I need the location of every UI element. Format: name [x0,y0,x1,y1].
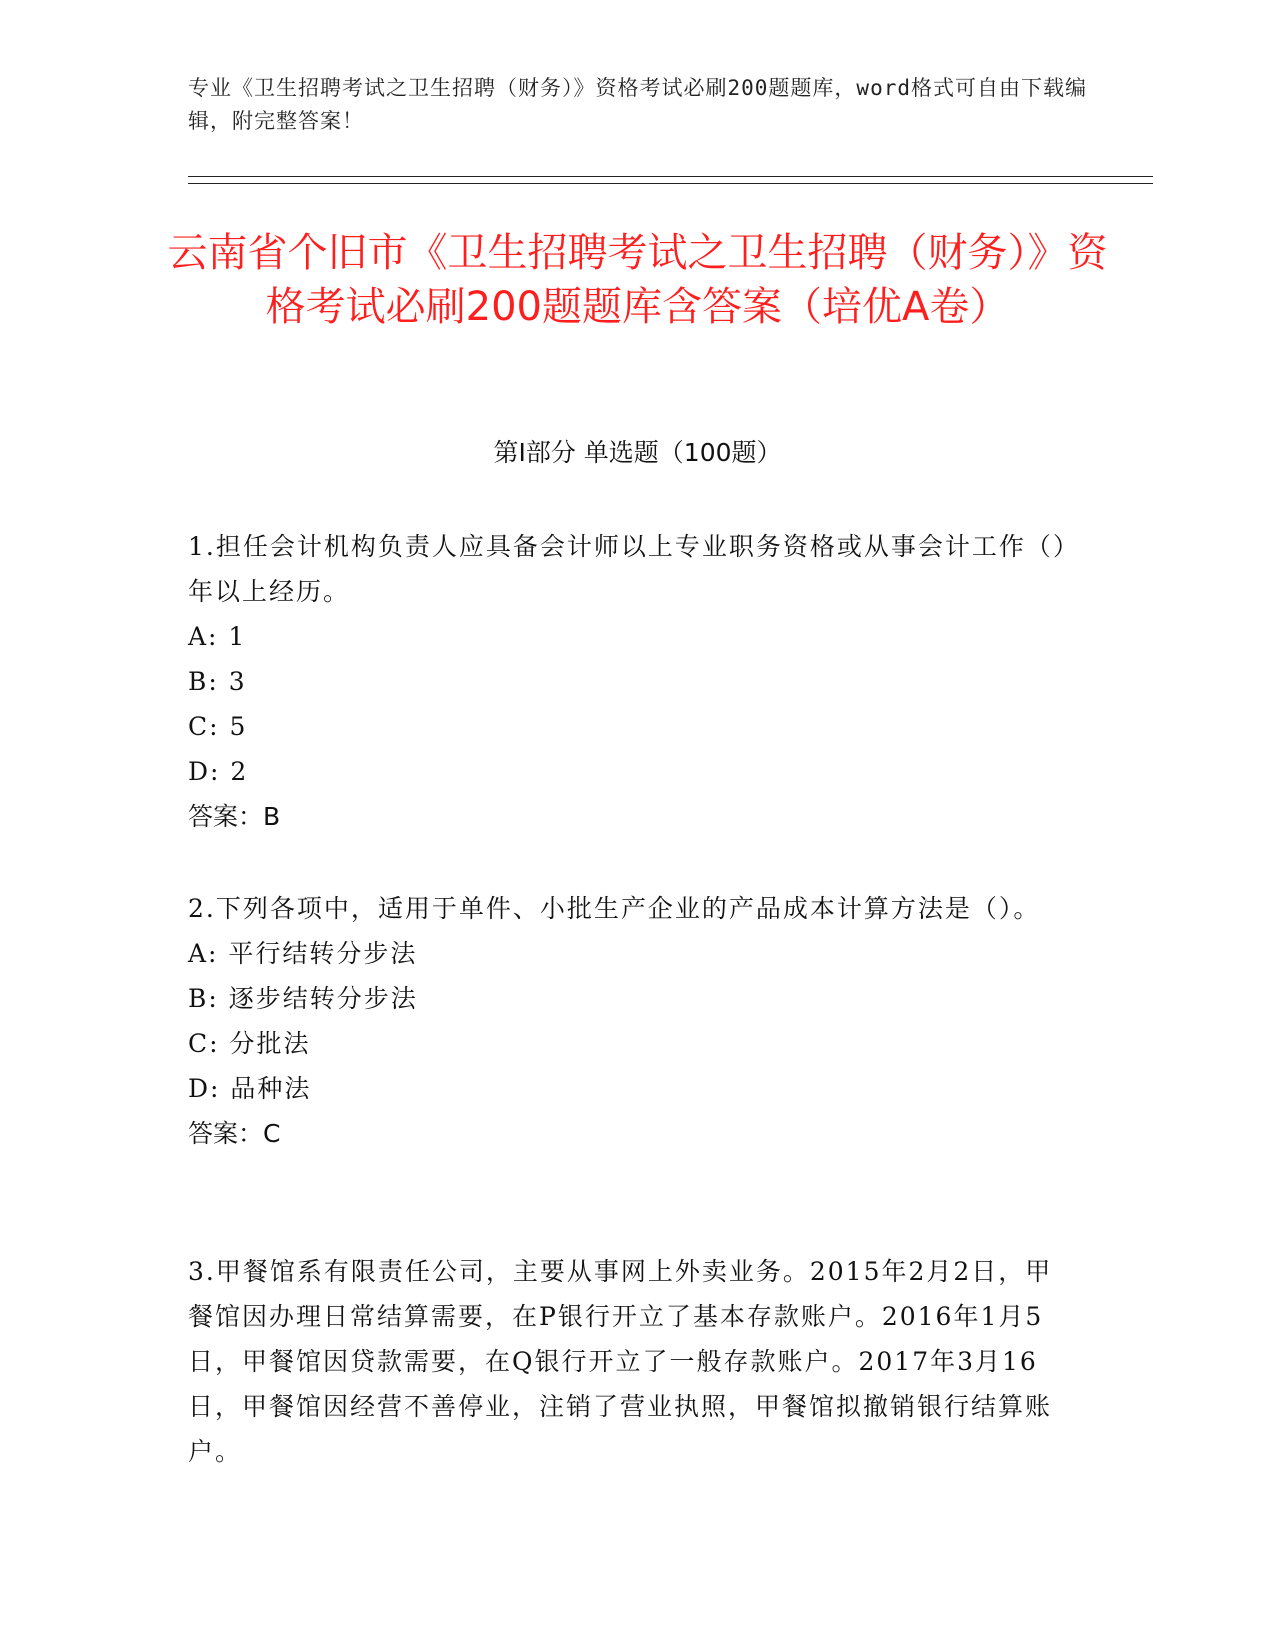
question-1 [188,524,1078,839]
option-b: B: 逐步结转分步法 [188,984,418,1013]
question-stem: 3.甲餐馆系有限责任公司，主要从事网上外卖业务。2015年2月2日，甲餐馆因办理日常结算需要，在P银行开立了基本存款账户。2016年1月5日，甲餐馆因贷款需要，在Q银行开立了一般存款账户。2017年3月16日，甲餐馆因经营不善停业，注销了营业执照，甲餐馆拟撤销银行结算账户。 [188,1257,1053,1466]
question-stem: 2.下列各项中，适用于单件、小批生产企业的产品成本计算方法是（）。 [188,894,1041,923]
header-note: 专业《卫生招聘考试之卫生招聘（财务）》资格考试必刷200题题库，word格式可自由下载编辑，附完整答案！ [188,76,1087,133]
option-c: C: 分批法 [188,1029,311,1058]
answer: 答案：B [188,802,281,831]
section-heading: 第I部分 单选题（100题） [493,438,782,467]
option-d: D: 2 [188,757,249,786]
option-a: A: 1 [188,622,247,651]
header-divider-bottom [188,183,1153,184]
option-b: B: 3 [188,667,247,696]
header-divider-top [188,176,1153,177]
option-d: D: 品种法 [188,1074,312,1103]
question-2 [188,886,1078,1156]
option-c: C: 5 [188,712,248,741]
answer: 答案：C [188,1119,281,1148]
question-stem: 1.担任会计机构负责人应具备会计师以上专业职务资格或从事会计工作（）年以上经历。 [188,532,1068,606]
option-a: A: 平行结转分步法 [188,939,418,968]
question-3 [188,1249,1078,1474]
document-title: 云南省个旧市《卫生招聘考试之卫生招聘（财务）》资格考试必刷200题题库含答案（培优A卷） [167,230,1108,330]
